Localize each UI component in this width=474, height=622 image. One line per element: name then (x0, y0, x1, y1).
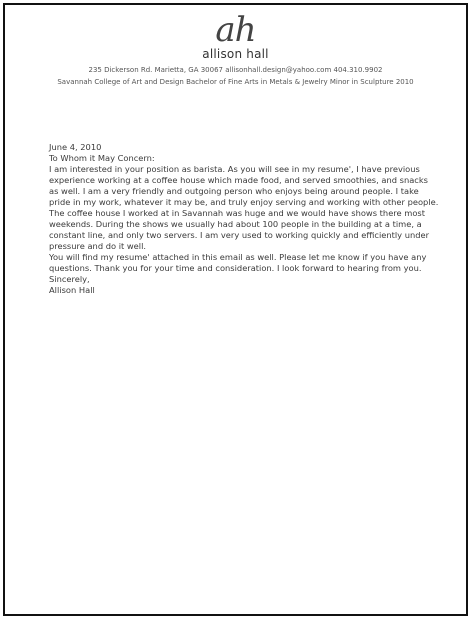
body-paragraph-1: I am interested in your position as barista. As you will see in my resume', I have previous experience working at a coffee house which made food, and served smoothies, and snacks as well. I am a very friendly and outgoing person who enjoys being around people. I take pride in my work, whatever it may be, and truly enjoy serving and working with other people. (49, 164, 439, 207)
salutation: To Whom it May Concern: (49, 153, 155, 163)
monogram-logo: ah (215, 10, 256, 50)
letter-page (3, 3, 468, 616)
body-paragraph-3: You will find my resume' attached in this email as well. Please let me know if you have any questions. Thank you for your time and consideration. I look forward to hearing from you. (49, 252, 427, 273)
letter-body (49, 142, 439, 296)
letterhead (5, 10, 466, 87)
body-paragraph-2: The coffee house I worked at in Savannah was huge and we would have shows there most weekends. During the shows we usually had about 100 people in the building at a time, a constant line, and only two servers. I am very used to working quickly and efficiently under pressure and do it well. (49, 208, 430, 251)
closing: Sincerely, (49, 274, 90, 284)
signature-name: Allison Hall (49, 285, 95, 295)
sender-name: allison hall (202, 47, 269, 61)
credentials-line: Savannah College of Art and Design Bachelor of Fine Arts in Metals & Jewelry Minor in Sculpture 2010 (57, 78, 414, 86)
contact-line: 235 Dickerson Rd. Marietta, GA 30067 allisonhall.design@yahoo.com 404.310.9902 (88, 66, 383, 74)
letter-date: June 4, 2010 (49, 142, 102, 152)
